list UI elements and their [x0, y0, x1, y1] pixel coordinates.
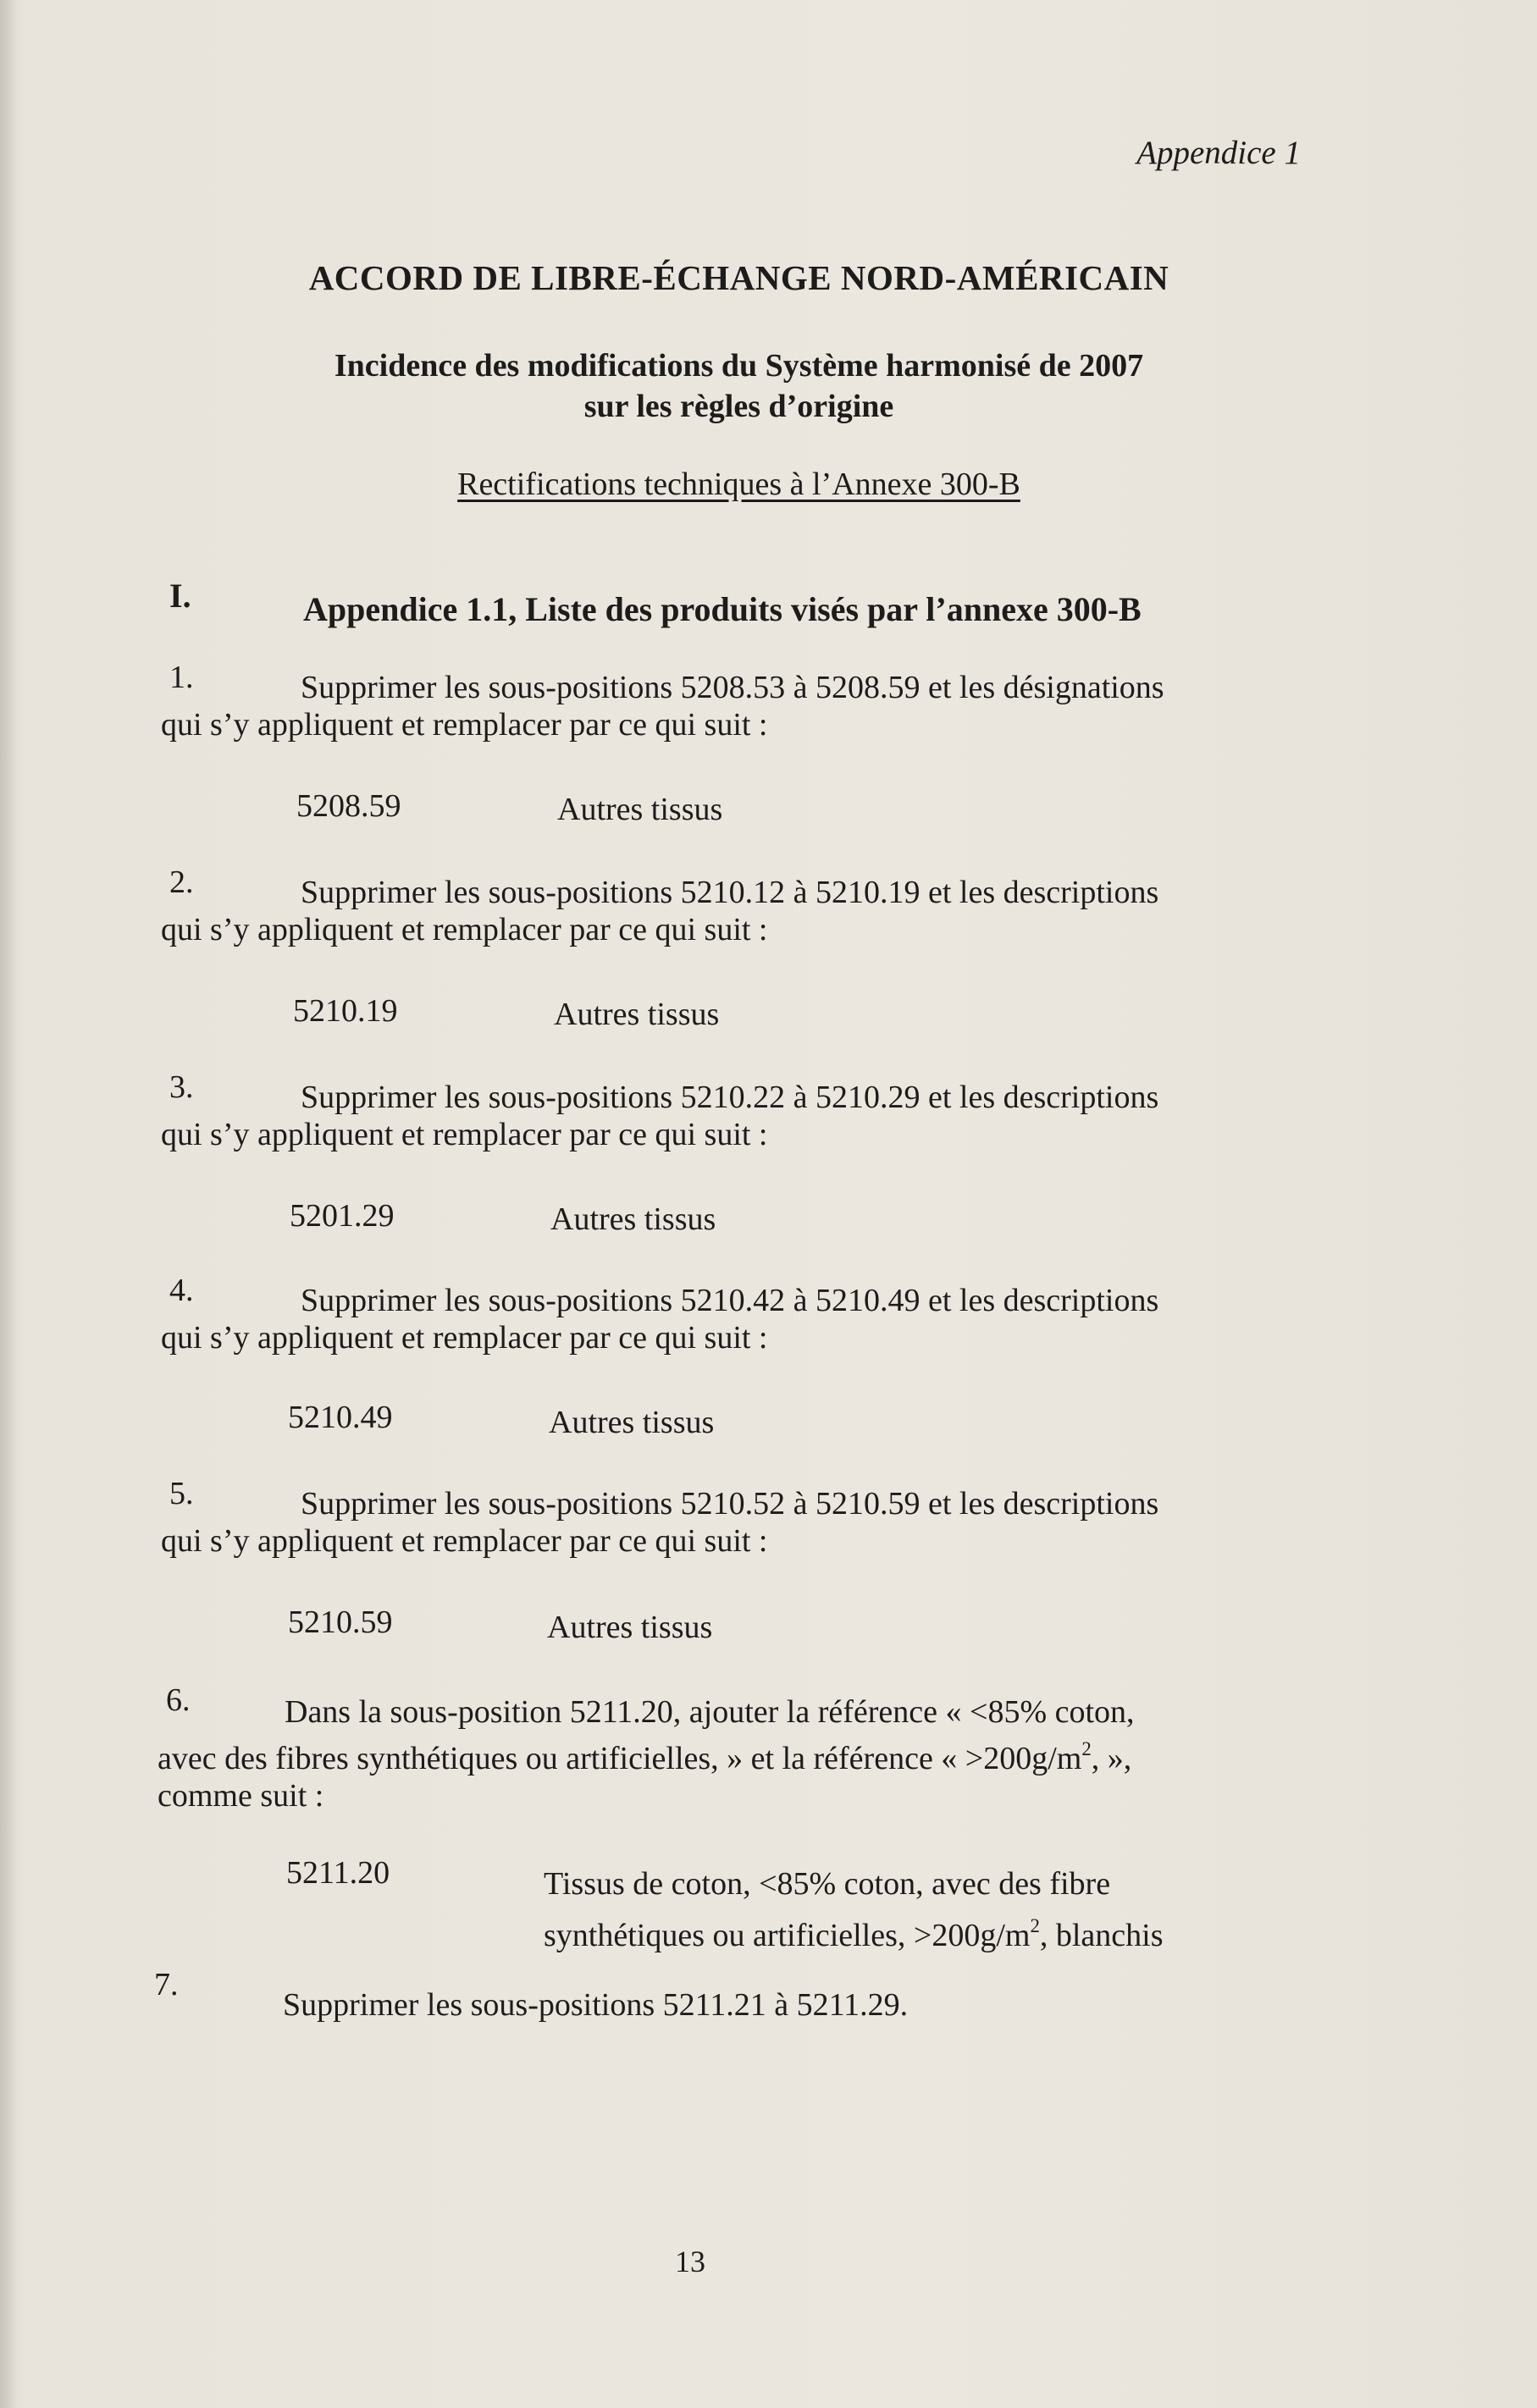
page-header: Appendice 1	[1136, 135, 1301, 171]
list-item-5	[161, 1476, 1287, 1560]
list-item-4	[161, 1273, 1287, 1356]
item-number: 6.	[166, 1682, 191, 1718]
section-number: I.	[169, 577, 191, 615]
item-text-line2: qui s’y appliquent et remplacer par ce qui suit :	[161, 1117, 768, 1152]
list-item-6	[158, 1682, 1284, 1814]
item-text-line2: qui s’y appliquent et remplacer par ce qui suit :	[161, 912, 768, 947]
item-text-line2: qui s’y appliquent et remplacer par ce qui suit :	[161, 707, 768, 743]
document-title: ACCORD DE LIBRE-ÉCHANGE NORD-AMÉRICAIN	[308, 258, 1169, 297]
document-subtitle-line1: Incidence des modifications du Système harmonisé de 2007	[334, 348, 1144, 384]
item-number: 1.	[169, 660, 194, 695]
item-description: Autres tissus	[549, 1405, 715, 1440]
item-text-line2-end: , »,	[1091, 1740, 1132, 1776]
item-code: 5210.59	[288, 1604, 393, 1640]
item-number: 4.	[169, 1273, 194, 1308]
list-item-3	[161, 1069, 1287, 1153]
item-description: Autres tissus	[550, 1201, 716, 1237]
description-line2	[544, 1905, 1163, 1957]
item-number: 2.	[169, 864, 194, 900]
item-text-line2	[158, 1731, 1284, 1777]
item-7-text: Supprimer les sous-positions 5211.21 à 5211.29.	[283, 1987, 909, 2023]
item-text-line1: Supprimer les sous-positions 5210.12 à 5210.19 et les descriptions	[301, 875, 1159, 910]
item-code: 5208.59	[296, 788, 401, 824]
superscript: 2	[1030, 1915, 1040, 1936]
item-code: 5210.19	[293, 993, 398, 1029]
section-title: Appendice 1.1, Liste des produits visés par l’annexe 300-B	[303, 590, 1142, 628]
item-text-line2: qui s’y appliquent et remplacer par ce qui suit :	[161, 1523, 768, 1559]
item-text-line2-main: avec des fibres synthétiques ou artificielles, » et la référence « >200g/m	[158, 1740, 1082, 1776]
document-subtitle-line3: Rectifications techniques à l’Annexe 300-B	[457, 467, 1020, 502]
item-code: 5211.20	[286, 1855, 390, 1891]
item-text-line3: comme suit :	[158, 1777, 324, 1814]
item-code: 5210.49	[288, 1400, 393, 1435]
item-description: Autres tissus	[557, 792, 723, 827]
item-number: 3.	[169, 1069, 194, 1105]
description-line1: Tissus de coton, <85% coton, avec des fibre	[544, 1866, 1111, 1902]
item-number-7: 7.	[154, 1967, 179, 2002]
item-text-line1: Supprimer les sous-positions 5210.22 à 5210.29 et les descriptions	[301, 1080, 1159, 1115]
document-subtitle-line2: sur les règles d’origine	[583, 389, 894, 424]
description-line2-main: synthétiques ou artificielles, >200g/m	[544, 1917, 1031, 1953]
item-text-line1: Supprimer les sous-positions 5208.53 à 5208.59 et les désignations	[301, 670, 1164, 705]
item-code: 5201.29	[290, 1198, 395, 1234]
superscript: 2	[1081, 1738, 1092, 1759]
item-text-line1: Supprimer les sous-positions 5210.42 à 5210.49 et les descriptions	[301, 1283, 1159, 1318]
description-line2-end: , blanchis	[1039, 1917, 1164, 1953]
list-item-2	[161, 864, 1287, 948]
page-number: 13	[675, 2245, 705, 2278]
item-number: 5.	[169, 1476, 194, 1511]
item-text-line1: Dans la sous-position 5211.20, ajouter la référence « <85% coton,	[285, 1694, 1135, 1730]
item-description: Autres tissus	[547, 1610, 713, 1645]
item-text-line2: qui s’y appliquent et remplacer par ce qui suit :	[161, 1320, 768, 1356]
item-description: Autres tissus	[554, 997, 720, 1032]
item-description	[544, 1863, 1163, 1957]
list-item-1	[161, 660, 1287, 743]
item-text-line1: Supprimer les sous-positions 5210.52 à 5210.59 et les descriptions	[301, 1486, 1159, 1522]
